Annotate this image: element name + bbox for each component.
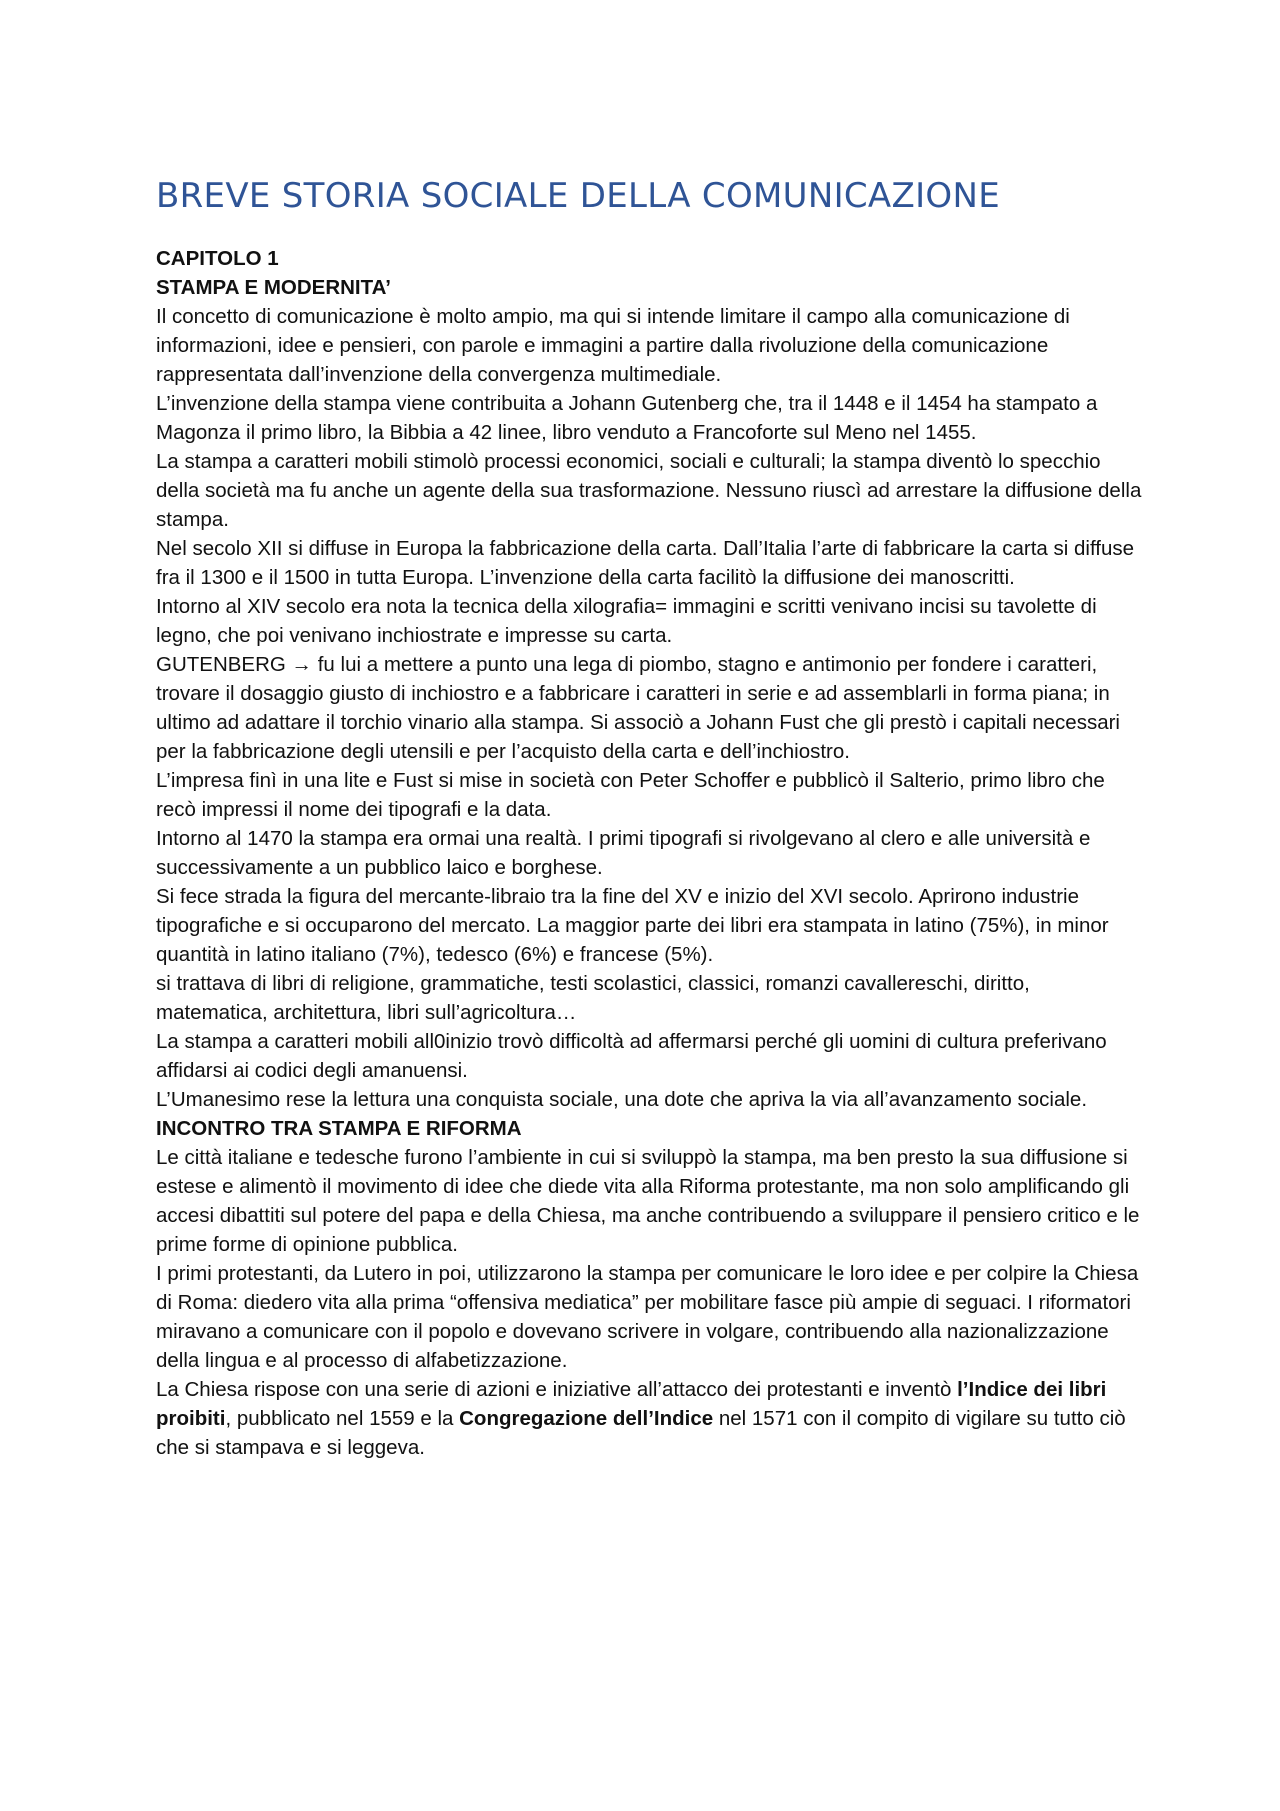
bold-term-congregazione: Congregazione dell’Indice <box>459 1407 714 1430</box>
paragraph: I primi protestanti, da Lutero in poi, utilizzarono la stampa per comunicare le loro idee e per colpire la Chiesa di Roma: diedero vita alla prima “offensiva mediatica” per mobilitare fasce più ampie di seguaci. I riformatori miravano a comunicare con il popolo e dovevano scrivere in volgare, contribuendo alla nazionalizzazione della lingua e al processo di alfabetizzazione. <box>156 1262 1139 1372</box>
paragraph: L’invenzione della stampa viene contribuita a Johann Gutenberg che, tra il 1448 e il 1454 ha stampato a Magonza il primo libro, la Bibbia a 42 linee, libro venduto a Francoforte sul Meno nel 1455. <box>156 392 1098 444</box>
paragraph: Intorno al XIV secolo era nota la tecnica della xilografia= immagini e scritti venivano incisi su tavolette di legno, che poi venivano inchiostrate e impresse su carta. <box>156 595 1097 647</box>
text-run: nel 1571 con il compito di vigilare su tutto ciò che si stampava e si leggeva. <box>156 1407 1126 1459</box>
paragraph: L’impresa finì in una lite e Fust si mise in società con Peter Schoffer e pubblicò il Salterio, primo libro che recò impressi il nome dei tipografi e la data. <box>156 769 1105 821</box>
paragraph: L’Umanesimo rese la lettura una conquista sociale, una dote che apriva la via all’avanzamento sociale. <box>156 1088 1088 1111</box>
section-heading-stampa-riforma: INCONTRO TRA STAMPA E RIFORMA <box>156 1117 522 1140</box>
paragraph-last <box>156 1375 1146 1462</box>
section-heading-stampa-modernita: STAMPA E MODERNITA’ <box>156 276 391 299</box>
document-page <box>156 176 1146 1462</box>
paragraph: La stampa a caratteri mobili all0inizio trovò difficoltà ad affermarsi perché gli uomini di cultura preferivano affidarsi ai codici degli amanuensi. <box>156 1030 1107 1082</box>
paragraph: Intorno al 1470 la stampa era ormai una realtà. I primi tipografi si rivolgevano al clero e alle università e successivamente a un pubblico laico e borghese. <box>156 827 1091 879</box>
document-title: BREVE STORIA SOCIALE DELLA COMUNICAZIONE <box>156 176 1000 216</box>
bold-term-indice: l’Indice dei libri proibiti <box>156 1378 1107 1430</box>
paragraph: Il concetto di comunicazione è molto ampio, ma qui si intende limitare il campo alla comunicazione di informazioni, idee e pensieri, con parole e immagini a partire dalla rivoluzione della comunicazione rappresentata dall’invenzione della convergenza multimediale. <box>156 305 1070 386</box>
text-run: La Chiesa rispose con una serie di azioni e iniziative all’attacco dei protestanti e inventò <box>156 1378 958 1401</box>
paragraph: si trattava di libri di religione, grammatiche, testi scolastici, classici, romanzi cavallereschi, diritto, matematica, architettura, libri sull’agricoltura… <box>156 972 1030 1024</box>
paragraph: Le città italiane e tedesche furono l’ambiente in cui si sviluppò la stampa, ma ben presto la sua diffusione si estese e alimentò il movimento di idee che diede vita alla Riforma protestante, ma non solo amplificando gli accesi dibattiti sul potere del papa e della Chiesa, ma anche contribuendo a sviluppare il pensiero critico e le prime forme di opinione pubblica. <box>156 1146 1140 1256</box>
paragraph: GUTENBERG → fu lui a mettere a punto una lega di piombo, stagno e antimonio per fondere i caratteri, trovare il dosaggio giusto di inchiostro e a fabbricare i caratteri in serie e ad assemblarli in forma piana; in ultimo ad adattare il torchio vinario alla stampa. Si associò a Johann Fust che gli prestò i capitali necessari per la fabbricazione degli utensili e per l’acquisto della carta e dell’inchiostro. <box>156 653 1120 763</box>
text-run: , pubblicato nel 1559 e la <box>225 1407 460 1430</box>
paragraph: Nel secolo XII si diffuse in Europa la fabbricazione della carta. Dall’Italia l’arte di fabbricare la carta si diffuse fra il 1300 e il 1500 in tutta Europa. L’invenzione della carta facilitò la diffusione dei manoscritti. <box>156 537 1135 589</box>
paragraph: La stampa a caratteri mobili stimolò processi economici, sociali e culturali; la stampa diventò lo specchio della società ma fu anche un agente della sua trasformazione. Nessuno riuscì ad arrestare la diffusione della stampa. <box>156 450 1142 531</box>
paragraph: Si fece strada la figura del mercante-libraio tra la fine del XV e inizio del XVI secolo. Aprirono industrie tipografiche e si occuparono del mercato. La maggior parte dei libri era stampata in latino (75%), in minor quantità in latino italiano (7%), tedesco (6%) e francese (5%). <box>156 885 1109 966</box>
chapter-heading: CAPITOLO 1 <box>156 247 279 270</box>
